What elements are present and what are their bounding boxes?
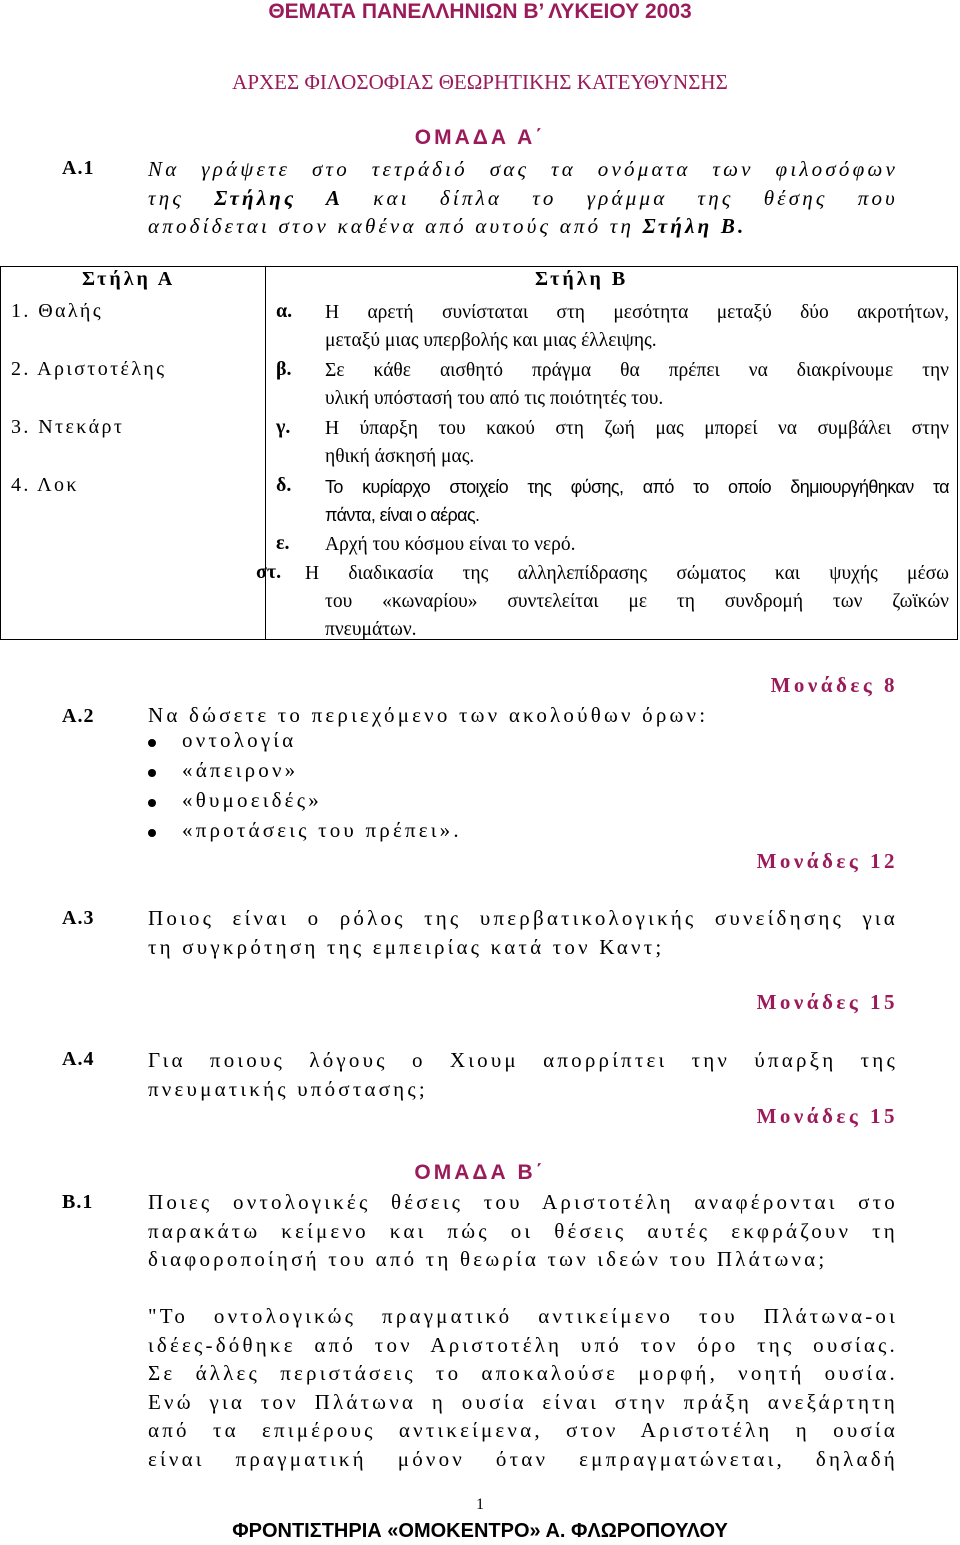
marks-a2: Μονάδες 12 — [756, 849, 898, 873]
term-item: «άπειρον» — [148, 758, 462, 788]
term-item: οντολογία — [148, 728, 462, 758]
term-item: «προτάσεις του πρέπει». — [148, 818, 462, 848]
statement-e: Αρχή του κόσμου είναι το νερό. — [325, 534, 576, 555]
philosopher-3: 3. Ντεκάρτ — [11, 416, 125, 438]
letter-e: ε. — [276, 532, 290, 554]
document-title: ΘΕΜΑΤΑ ΠΑΝΕΛΛΗΝΙΩΝ Β’ ΛΥΚΕΙΟΥ 2003 — [268, 0, 692, 23]
group-a-title: ΟΜΑΔΑ Α΄ — [414, 126, 546, 149]
bullet-icon — [148, 769, 156, 777]
statement-c: Η ύπαρξη του κακού στη ζωή μας μπορεί να συμβάλει στην ηθική άσκησή μας. — [325, 418, 949, 467]
letter-c: γ. — [276, 416, 291, 438]
question-a4-label: Α.4 — [62, 1048, 95, 1070]
question-a1-label: Α.1 — [62, 157, 95, 179]
term-item: «θυμοειδές» — [148, 788, 462, 818]
statement-a: Η αρετή συνίσταται στη μεσότητα μεταξύ δύο ακροτήτων, μεταξύ μιας υπερβολής και μιας έλλειψης. — [325, 302, 949, 351]
statement-b: Σε κάθε αισθητό πράγμα θα πρέπει να διακρίνουμε την υλική υπόστασή του από τις ποιότητές του. — [325, 360, 949, 409]
group-b-title: ΟΜΑΔΑ Β΄ — [414, 1161, 546, 1184]
question-a3-text: Ποιος είναι ο ρόλος της υπερβατικολογικής συνείδησης για τη συγκρότηση της εμπειρίας κατά τον Καντ; — [148, 906, 898, 959]
philosopher-1: 1. Θαλής — [11, 300, 104, 322]
footer-text: ΦΡΟΝΤΙΣΤΗΡΙΑ «ΟΜΟΚΕΝΤΡΟ» Α. ΦΛΩΡΟΠΟΥΛΟΥ — [232, 1520, 728, 1542]
column-b-header: Στήλη Β — [535, 268, 629, 290]
column-a-header: Στήλη Α — [82, 268, 176, 290]
question-a2-label: Α.2 — [62, 705, 95, 727]
marks-a1: Μονάδες 8 — [770, 673, 898, 697]
terms-list — [148, 728, 462, 848]
question-a3-label: Α.3 — [62, 907, 95, 929]
philosopher-2: 2. Αριστοτέλης — [11, 358, 167, 380]
statement-d: Το κυρίαρχο στοιχείο της φύσης, από το οποίο δημιουργήθηκαν τα πάντα, είναι ο αέρας. — [325, 477, 949, 525]
quoted-passage: "Το οντολογικώς πραγματικό αντικείμενο του Πλάτωνα-οι ιδέες-δόθηκε από τον Αριστοτέλη υπό τον όρο της ουσίας. Σε άλλες περιστάσεις το αποκαλούσε μορφή, νοητή ουσία. Ενώ για τον Πλάτωνα η ουσία είναι στην πράξη ανεξάρτητη από τα επιμέρους αντικείμενα, στον Αριστοτέλη η ουσία είναι πραγματική μόνον όταν εμπραγματώνεται, δηλαδή — [148, 1304, 898, 1471]
marks-a3: Μονάδες 15 — [756, 990, 898, 1014]
question-a1-text: Να γράψετε στο τετράδιό σας τα ονόματα των φιλοσόφων της Στήλης Α και δίπλα το γράμμα της θέσης που αποδίδεται στον καθένα από αυτούς από τη Στήλη Β. — [148, 157, 898, 238]
question-a4-text: Για ποιους λόγους ο Χιουμ απορρίπτει την ύπαρξη της πνευματικής υπόστασης; — [148, 1048, 898, 1101]
question-b1-text: Ποιες οντολογικές θέσεις του Αριστοτέλη αναφέρονται στο παρακάτω κείμενο και πώς οι θέσεις αυτές εκφράζουν τη διαφοροποίησή του από τη θεωρία των ιδεών του Πλάτωνα; — [148, 1190, 898, 1271]
bullet-icon — [148, 829, 156, 837]
bullet-icon — [148, 799, 156, 807]
page-number: 1 — [476, 1496, 484, 1513]
matching-table — [0, 266, 958, 640]
question-a2-text: Να δώσετε το περιεχόμενο των ακολούθων όρων: — [148, 703, 709, 727]
subject-title: ΑΡΧΕΣ ΦΙΛΟΣΟΦΙΑΣ ΘΕΩΡΗΤΙΚΗΣ ΚΑΤΕΥΘΥΝΣΗΣ — [232, 70, 728, 94]
letter-d: δ. — [276, 474, 292, 496]
question-b1-label: Β.1 — [62, 1191, 94, 1213]
statement-st: Η διαδικασία της αλληλεπίδρασης σώματος και ψυχής μέσω του «κωναρίου» συντελείται με τη συνδρομή των ζωϊκών πνευμάτων. — [305, 563, 949, 640]
letter-a: α. — [276, 300, 293, 322]
marks-a4: Μονάδες 15 — [756, 1104, 898, 1128]
philosopher-4: 4. Λοκ — [11, 474, 79, 496]
letter-st: στ. — [256, 561, 282, 583]
bullet-icon — [148, 739, 156, 747]
letter-b: β. — [276, 358, 292, 380]
